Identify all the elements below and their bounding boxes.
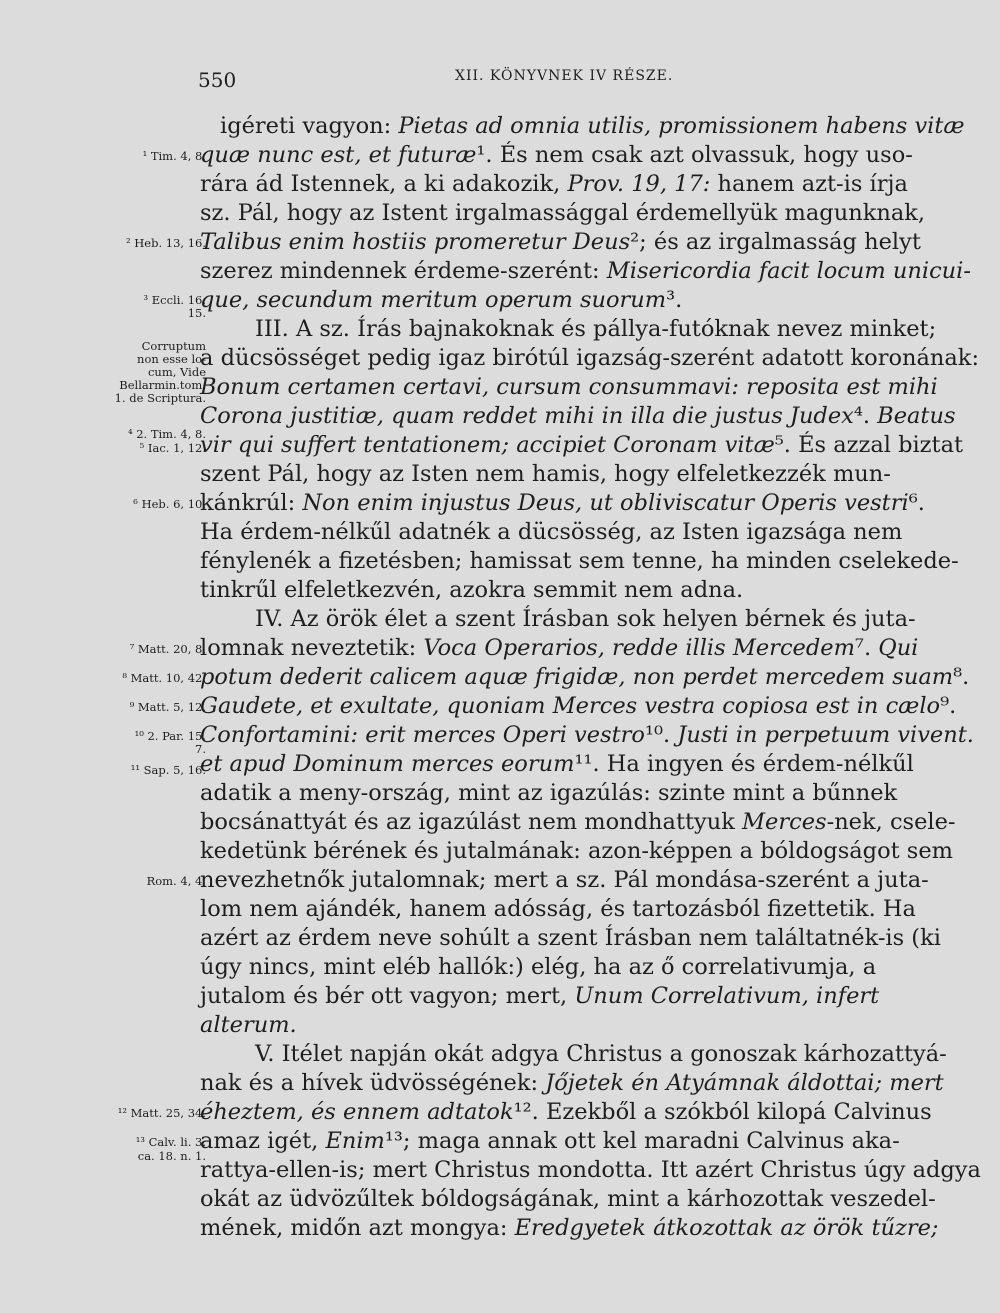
- text-line: [200, 342, 980, 374]
- latin-quote: et apud Dominum merces eorum: [200, 751, 575, 777]
- margin-reference: cum, Vide: [147, 365, 206, 379]
- text-run: ⁷.: [854, 635, 879, 661]
- text-line: [200, 806, 956, 838]
- text-run: a dücsösséget pedig igaz birótúl igazság-szerént adatott koronának:: [200, 345, 980, 371]
- text-line: [200, 893, 950, 925]
- text-run: amaz igét,: [200, 1128, 326, 1154]
- margin-reference: ⁵ Iac. 1, 12.: [139, 441, 206, 455]
- margin-reference: Bellarmin.tom.: [119, 378, 206, 392]
- latin-quote: Jőjetek én Atyámnak áldottai; mert: [545, 1070, 944, 1096]
- text-line: [200, 1067, 950, 1099]
- margin-reference: ¹³ Calv. li. 3.: [135, 1135, 206, 1149]
- text-run: tinkrűl elfeletkezvén, azokra semmit nem adna.: [200, 577, 744, 603]
- margin-reference: ⁴ 2. Tim. 4, 8.: [127, 427, 206, 441]
- text-line: [200, 922, 950, 954]
- text-line: [200, 980, 950, 1012]
- text-run: igéreti vagyon:: [220, 113, 399, 139]
- margin-reference: ¹² Matt. 25, 34.: [117, 1106, 206, 1120]
- margin-reference: ¹¹ Sap. 5, 16.: [130, 763, 206, 777]
- latin-quote: Gaudete, et exultate, quoniam Merces vestra copiosa est in cælo: [200, 693, 941, 719]
- text-run: ⁹.: [940, 693, 957, 719]
- text-line: [200, 1096, 950, 1128]
- text-line: [200, 371, 950, 403]
- text-run: ¹³; maga annak ott kel maradni Calvinus aka-: [384, 1128, 900, 1154]
- text-run: ¹. És nem csak azt olvassuk, hogy uso-: [476, 142, 913, 168]
- margin-reference: Corruptum: [141, 339, 206, 353]
- text-line: [200, 632, 950, 664]
- text-line: [200, 574, 950, 606]
- text-run: kedetünk bérének és jutalmának: azon-képpen a bóldogságot sem: [200, 838, 954, 864]
- latin-quote: Corona justitiæ, quam reddet mihi in illa die justus Judex: [200, 403, 854, 429]
- latin-quote: Beatus: [877, 403, 956, 429]
- latin-quote: Confortamini: erit merces Operi vestro: [200, 722, 645, 748]
- text-line: [200, 458, 950, 490]
- text-run: úgy nincs, mint eléb hallók:) elég, ha az ő correlativumja, a: [200, 954, 877, 980]
- text-line: [200, 168, 950, 200]
- text-run: szerez mindennek érdeme-szerént:: [200, 258, 607, 284]
- text-line: [200, 197, 950, 229]
- text-run: ¹¹. Ha ingyen és érdem-nélkűl: [574, 751, 914, 777]
- latin-quote: potum dederit calicem aquæ frigidæ, non perdet mercedem suam: [200, 664, 954, 690]
- text-run: fénylenék a fizetésben; hamissat sem tenne, ha minden cselekede-: [200, 548, 959, 574]
- text-run: adatik a meny-ország, mint az igazúlás: szinte mint a bűnnek: [200, 780, 898, 806]
- text-line: [200, 1212, 950, 1244]
- text-line: [200, 1154, 981, 1186]
- text-run: ⁴.: [853, 403, 878, 429]
- text-line: [200, 226, 950, 258]
- latin-quote: Merces: [742, 809, 827, 835]
- text-run: V. Itélet napján okát adgya Christus a gonoszak kárhozattyá-: [255, 1041, 947, 1067]
- text-line: [200, 951, 950, 983]
- latin-quote: Non enim injustus Deus, ut obliviscatur Operis vestri: [302, 490, 909, 516]
- text-line: [200, 1125, 950, 1157]
- text-run: Ha érdem-nélkűl adatnék a dücsösség, az Isten igazsága nem: [200, 519, 903, 545]
- text-run: ⁸.: [953, 664, 970, 690]
- text-line: [200, 487, 950, 519]
- text-line: [200, 139, 950, 171]
- text-run: nak és a hívek üdvösségének:: [200, 1070, 546, 1096]
- text-line: [200, 400, 956, 432]
- text-run: szent Pál, hogy az Isten nem hamis, hogy elfeletkezzék mun-: [200, 461, 891, 487]
- text-run: hanem azt-is írja: [710, 171, 908, 197]
- text-run: ²; és az irgalmasság helyt: [630, 229, 921, 255]
- text-line: [200, 690, 957, 722]
- text-line: [200, 748, 950, 780]
- text-run: ⁶.: [908, 490, 925, 516]
- latin-quote: Justi in perpetuum vivent.: [677, 722, 974, 748]
- margin-reference: ⁸ Matt. 10, 42.: [122, 671, 206, 685]
- text-line: [200, 603, 950, 635]
- text-line: [200, 429, 964, 461]
- text-run: ³.: [666, 287, 683, 313]
- latin-quote: Qui: [878, 635, 919, 661]
- margin-reference: 1. de Scriptura.: [114, 391, 206, 405]
- text-run: rattya-ellen-is; mert Christus mondotta. Itt azért Christus úgy adgya: [200, 1157, 981, 1183]
- margin-reference: non esse lo-: [137, 352, 206, 366]
- latin-quote: Misericordia facit locum unicui-: [606, 258, 971, 284]
- latin-quote: que, secundum meritum operum suorum: [200, 287, 667, 313]
- text-line: [200, 313, 950, 345]
- text-line: [200, 110, 965, 142]
- text-run: ⁵. És azzal biztat: [774, 432, 964, 458]
- text-run: ¹². Ezekből a szókból kilopá Calvinus: [513, 1099, 932, 1125]
- margin-reference: ¹ Tim. 4, 8.: [142, 149, 206, 163]
- margin-reference: ⁶ Heb. 6, 10.: [133, 497, 206, 511]
- text-line: [200, 516, 950, 548]
- text-line: [200, 1038, 950, 1070]
- text-run: sz. Pál, hogy az Istent irgalmassággal érdemellyük magunknak,: [200, 200, 926, 226]
- latin-quote: Pietas ad omnia utilis, promissionem habens vitæ: [398, 113, 965, 139]
- running-head: XII. KÖNYVNEK IV RÉSZE.: [455, 68, 674, 84]
- text-run: lomnak neveztetik:: [200, 635, 424, 661]
- text-run: lom nem ajándék, hanem adósság, és tartozásból fizettetik. Ha: [200, 896, 916, 922]
- text-line: [200, 1183, 950, 1215]
- page-number: 550: [198, 68, 237, 92]
- margin-reference: Rom. 4, 4.: [146, 874, 206, 888]
- latin-quote: Prov. 19, 17:: [567, 171, 711, 197]
- margin-reference: ⁹ Matt. 5, 12.: [129, 700, 206, 714]
- text-line: [200, 284, 950, 316]
- text-run: mének, midőn azt mongya:: [200, 1215, 515, 1241]
- margin-reference: ¹⁰ 2. Par. 15,: [134, 729, 206, 743]
- text-line: [200, 255, 971, 287]
- text-run: kánkrúl:: [200, 490, 303, 516]
- latin-quote: éheztem, és ennem adtatok: [200, 1099, 514, 1125]
- text-line: [200, 661, 970, 693]
- text-line: [200, 719, 974, 751]
- text-run: rára ád Istennek, a ki adakozik,: [200, 171, 568, 197]
- margin-reference: ca. 18. n. 1.: [137, 1149, 206, 1163]
- text-line: [200, 1009, 950, 1041]
- latin-quote: quæ nunc est, et futuræ: [200, 142, 477, 168]
- text-line: [200, 777, 950, 809]
- margin-reference: 15.: [187, 306, 206, 320]
- text-line: [200, 864, 950, 896]
- text-run: IV. Az örök élet a szent Írásban sok helyen bérnek és juta-: [255, 606, 916, 632]
- text-run: ¹⁰.: [644, 722, 678, 748]
- latin-quote: alterum.: [200, 1012, 297, 1038]
- text-run: -nek, csele-: [826, 809, 956, 835]
- latin-quote: Unum Correlativum, infert: [574, 983, 880, 1009]
- margin-reference: 7.: [195, 742, 206, 756]
- text-run: jutalom és bér ott vagyon; mert,: [200, 983, 575, 1009]
- text-run: nevezhetnők jutalomnak; mert a sz. Pál mondása-szerént a juta-: [200, 867, 929, 893]
- latin-quote: Talibus enim hostiis promeretur Deus: [200, 229, 631, 255]
- text-line: [200, 835, 954, 867]
- margin-reference: ³ Eccli. 16,: [143, 293, 206, 307]
- text-line: [200, 545, 959, 577]
- margin-reference: ⁷ Matt. 20, 8.: [129, 642, 206, 656]
- margin-reference: ² Heb. 13, 16.: [125, 236, 206, 250]
- latin-quote: vir qui suffert tentationem; accipiet Coronam vitæ: [200, 432, 775, 458]
- latin-quote: Eredgyetek átkozottak az örök tűzre;: [514, 1215, 939, 1241]
- text-run: okát az üdvözűltek bóldogságának, mint a kárhozottak veszedel-: [200, 1186, 936, 1212]
- text-run: III. A sz. Írás bajnakoknak és pállya-futóknak nevez minket;: [255, 316, 937, 342]
- text-run: azért az érdem neve sohúlt a szent Írásban nem találtatnék-is (ki: [200, 925, 941, 951]
- text-run: bocsánattyát és az igazúlást nem mondhattyuk: [200, 809, 743, 835]
- latin-quote: Voca Operarios, redde illis Mercedem: [423, 635, 855, 661]
- latin-quote: Enim: [325, 1128, 385, 1154]
- latin-quote: Bonum certamen certavi, cursum consummavi: reposita est mihi: [200, 374, 938, 400]
